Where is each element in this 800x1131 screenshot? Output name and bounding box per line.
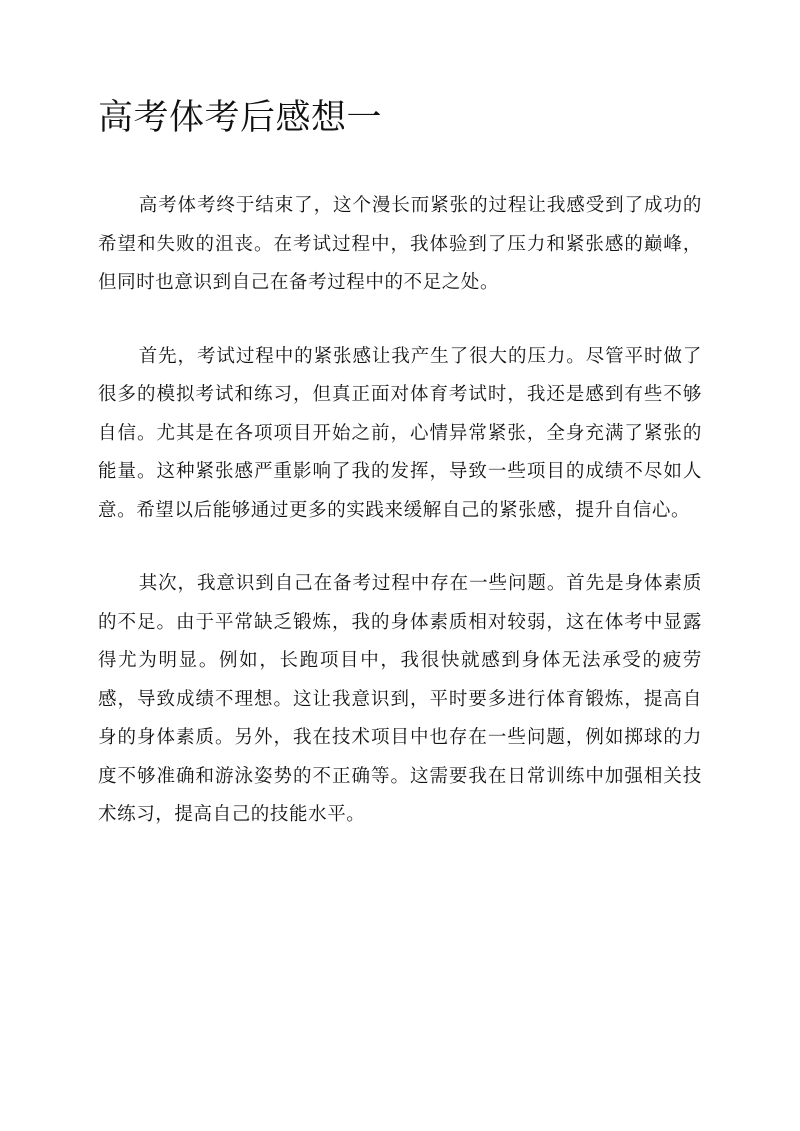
document-title: 高考体考后感想一 [98, 98, 383, 138]
paragraph-3: 其次，我意识到自己在备考过程中存在一些问题。首先是身体素质的不足。由于平常缺乏锻炼，我的身体素质相对较弱，这在体考中显露得尤为明显。例如，长跑项目中，我很快就感到身体无法承受的疲劳感，导致成绩不理想。这让我意识到，平时要多进行体育锻炼，提高自身的身体素质。另外，我在技术项目中也存在一些问题，例如掷球的力度不够准确和游泳姿势的不正确等。这需要我在日常训练中加强相关技术练习，提高自己的技能水平。 [98, 573, 702, 825]
document-body [98, 187, 702, 870]
paragraph-2: 首先，考试过程中的紧张感让我产生了很大的压力。尽管平时做了很多的模拟考试和练习，但真正面对体育考试时，我还是感到有些不够自信。尤其是在各项项目开始之前，心情异常紧张，全身充满了紧张的能量。这种紧张感严重影响了我的发挥，导致一些项目的成绩不尽如人意。希望以后能够通过更多的实践来缓解自己的紧张感，提升自信心。 [98, 345, 702, 521]
paragraph-1: 高考体考终于结束了，这个漫长而紧张的过程让我感受到了成功的希望和失败的沮丧。在考试过程中，我体验到了压力和紧张感的巅峰，但同时也意识到自己在备考过程中的不足之处。 [98, 195, 702, 293]
